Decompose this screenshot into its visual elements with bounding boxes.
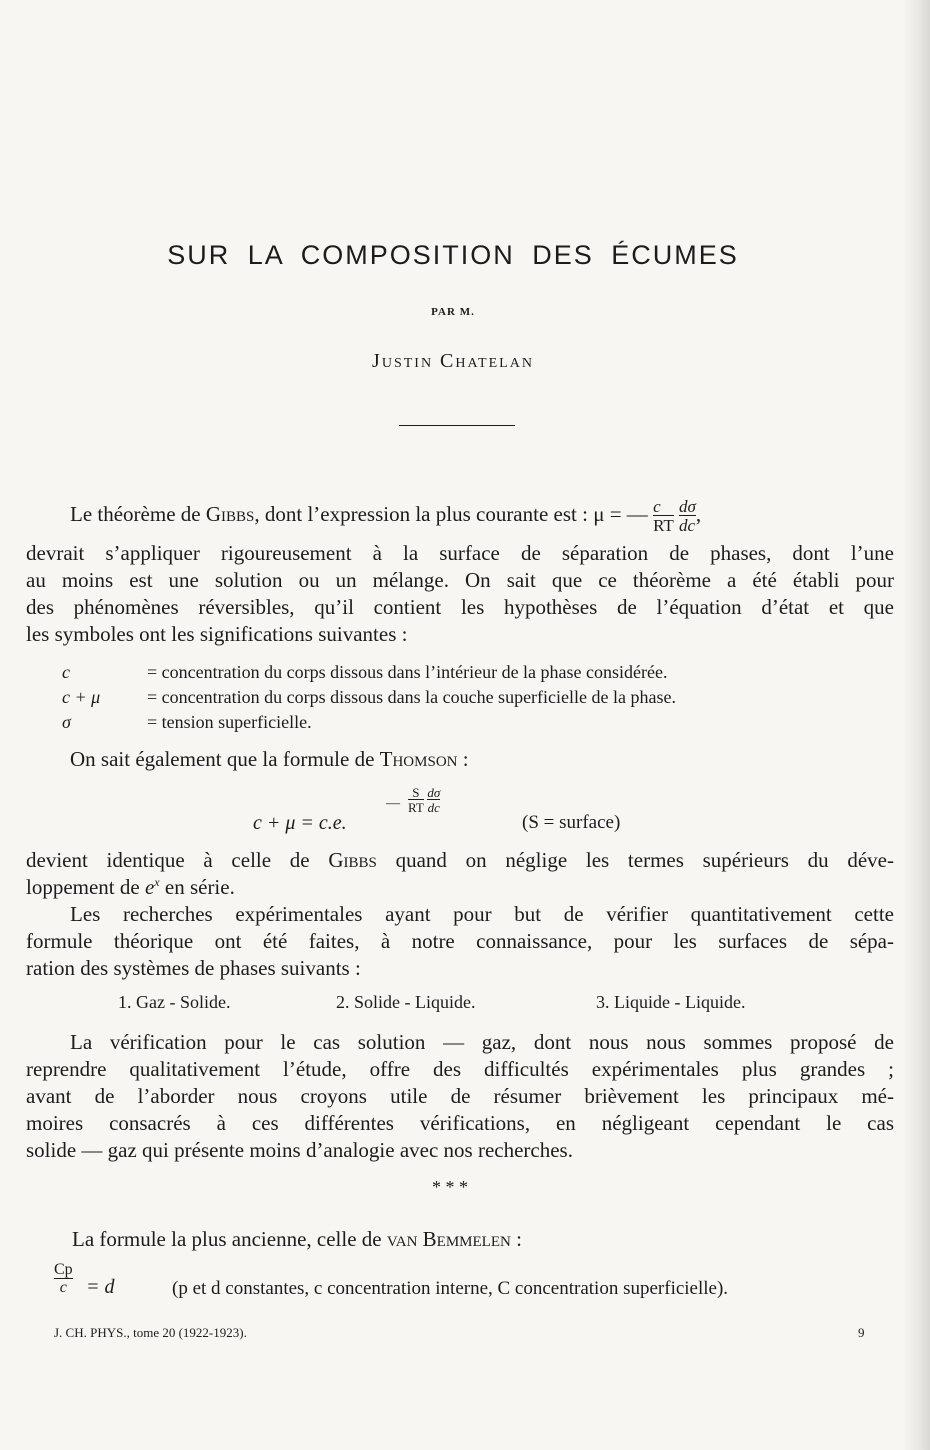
title-rule [399,425,515,426]
fraction-dsigma-dc [679,498,696,534]
name-gibbs: Gibbs [328,848,377,872]
frac-den: c [54,1278,73,1296]
fraction-cp-c [54,1262,73,1296]
van-bemmelen-fraction [54,1262,73,1296]
para2-line5: ration des systèmes de phases suivants : [26,956,361,980]
author-name: Justin Chatelan [372,350,534,372]
section-separator: * * * [432,1177,468,1197]
text: La formule la plus ancienne, celle de [72,1227,387,1251]
frac-num: dσ [679,497,696,516]
frac-num: S [412,785,420,800]
def-symbol: σ [62,712,71,732]
para2-line1 [26,848,894,873]
frac-num: Cp [54,1261,73,1278]
name-thomson: Thomson [379,747,458,771]
para1-line3: au moins est une solution ou un mélange. On sait que ce théorème a été établi pour [26,568,894,592]
para1-line2: devrait s’appliquer rigoureusement à la surface de séparation de phases, dont l’une [26,541,894,565]
exponent-sign: — [386,796,400,811]
text: devient identique à celle de [26,848,329,872]
text: Le théorème de [70,501,206,526]
name-van-bemmelen: van Bemmelen [386,1227,511,1251]
text: , [695,501,702,526]
para2-line3: Les recherches expérimentales ayant pour but de vérifier quantitativement cette [70,902,894,926]
frac-den: RT [653,516,674,535]
para3-line2: reprendre qualitativement l’étude, offre des difficultés expérimentales plus grandes ; [26,1057,894,1081]
def-text: = tension superficielle. [147,712,312,732]
para3-line4: moires consacrés à ces différentes vérifications, en négligeant cependant le cas [26,1111,894,1135]
math-x: x [154,875,160,889]
journal-citation: J. CH. PHYS., tome 20 (1922-1923). [54,1325,247,1340]
math-e: e [144,875,155,899]
exponent-fraction [408,786,440,814]
article-title: SUR LA COMPOSITION DES ÉCUMES [167,240,739,270]
page-edge-shadow [902,0,930,1450]
formula-equals: = d [86,1276,115,1298]
text: loppement de [26,875,145,899]
name-gibbs: Gibbs [205,501,255,526]
text: : [510,1227,522,1251]
def-symbol: c + μ [62,687,101,707]
text: On sait également que la formule de [70,747,380,771]
text: en série. [159,875,235,899]
def-symbol: c [62,662,70,682]
para2-line4: formule théorique ont été faites, à notre connaissance, pour les surfaces de sépa- [26,929,894,953]
para3-line1: La vérification pour le cas solution — gaz, dont nous nous sommes proposé de [70,1030,894,1054]
text: : [457,747,469,771]
fraction-s-rt [408,786,424,814]
byline-par: PAR M. [431,306,475,318]
page-number: 9 [858,1325,865,1340]
list-item: 2. Solide - Liquide. [336,992,476,1012]
frac-den: dc [679,516,696,535]
list-item: 1. Gaz - Solide. [118,992,231,1012]
frac-num: dσ [427,785,441,800]
text: quand on néglige les termes supérieurs du déve- [376,848,894,872]
para4-line1 [72,1227,522,1252]
formula-note: (p et d constantes, c concentration interne, C concentration superficielle). [172,1278,729,1299]
text: , dont l’expression la plus courante est : μ = — [254,501,648,526]
frac-den: dc [427,800,440,815]
para1-line5: les symboles ont les significations suivantes : [26,622,408,646]
para1-line4: des phénomènes réversibles, qu’il contient les hypothèses de l’équation d’état et que [26,595,894,619]
thomson-intro [70,747,469,772]
frac-den: RT [408,800,424,815]
para2-line2 [26,875,235,900]
formula-note: (S = surface) [522,812,621,833]
def-text: = concentration du corps dissous dans la couche superficielle de la phase. [147,687,676,707]
para3-line5: solide — gaz qui présente moins d’analogie avec nos recherches. [26,1138,573,1162]
def-text: = concentration du corps dissous dans l’intérieur de la phase considérée. [147,662,668,682]
fraction-dsigma-dc [427,786,440,814]
para3-line3: avant de l’aborder nous croyons utile de résumer brièvement les principaux mé- [26,1084,894,1108]
thomson-formula: c + μ = c.e. [253,812,347,834]
list-item: 3. Liquide - Liquide. [596,992,746,1012]
fraction-c-rt [653,498,674,534]
para1-line1 [70,498,701,534]
frac-num: c [653,497,661,516]
